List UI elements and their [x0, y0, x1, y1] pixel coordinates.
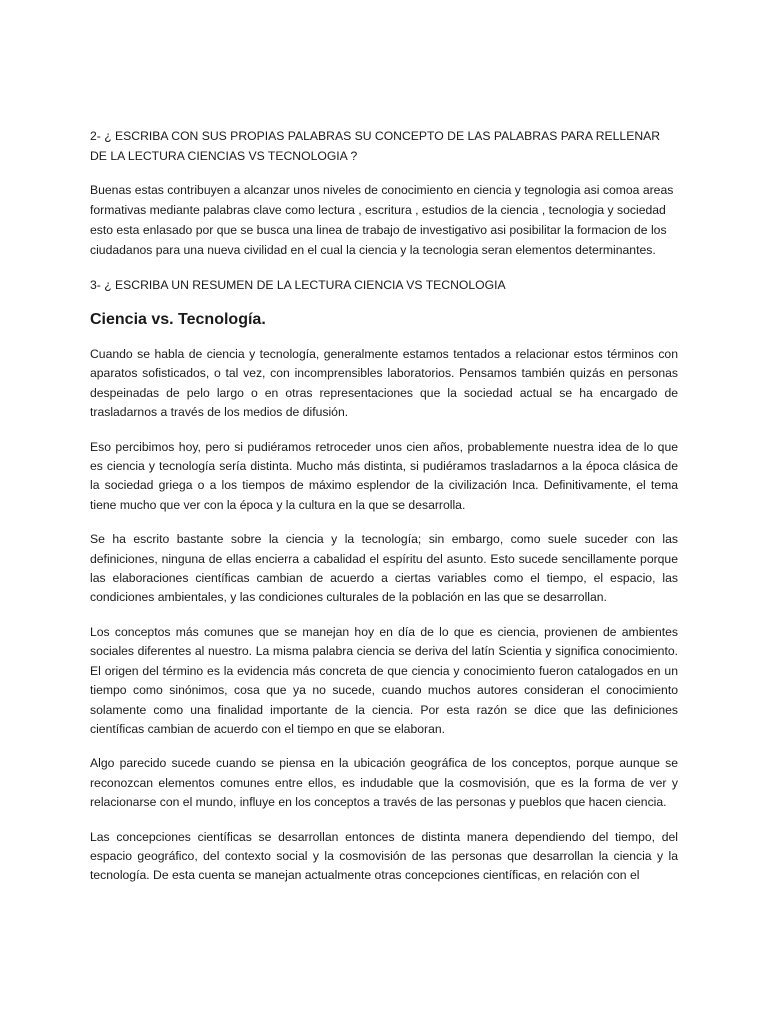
- document-page: [90, 126, 678, 901]
- question-3: 3- ¿ ESCRIBA UN RESUMEN DE LA LECTURA CIENCIA VS TECNOLOGIA: [90, 278, 506, 292]
- paragraph-6: Las concepciones científicas se desarrollan entonces de distinta manera dependiendo del tiempo, del espacio geográfico, del contexto social y la cosmovisión de las personas que desarrollan la ciencia y la tecnología. De esta cuenta se manejan actualmente otras concepciones científicas, en relación con el: [90, 829, 678, 883]
- paragraph-2: Eso percibimos hoy, pero si pudiéramos retroceder unos cien años, probablemente nuestra idea de lo que es ciencia y tecnología sería distinta. Mucho más distinta, si pudiéramos trasladarnos a la época clásica de la sociedad griega o a los tiempos de máximo esplendor de la civilización Inca. Definitivamente, el tema tiene mucho que ver con la época y la cultura en la que se desarrolla.: [90, 439, 678, 512]
- paragraph-1: Cuando se habla de ciencia y tecnología, generalmente estamos tentados a relacionar estos términos con aparatos sofisticados, o tal vez, con incomprensibles laboratorios. Pensamos también quizás en personas despeinadas de pelo largo o en otras representaciones que la sociedad actual se ha encargado de trasladarnos a través de los medios de difusión.: [90, 347, 678, 420]
- paragraph-3: Se ha escrito bastante sobre la ciencia y la tecnología; sin embargo, como suele suceder con las definiciones, ninguna de ellas encierra a cabalidad el espíritu del asunto. Esto sucede sencillamente porque las elaboraciones científicas cambian de acuerdo a ciertas variables como el tiempo, el espacio, las condiciones ambientales, y las condiciones culturales de la población en las que se desarrollan.: [90, 532, 678, 605]
- paragraph-5: Algo parecido sucede cuando se piensa en la ubicación geográfica de los conceptos, porque aunque se reconozcan elementos comunes entre ellos, es indudable que la cosmovisión, que es la forma de ver y relacionarse con el mundo, influye en los conceptos a través de las personas y pueblos que hacen ciencia.: [90, 756, 678, 810]
- section-title: Ciencia vs. Tecnología.: [90, 311, 266, 328]
- question-2: 2- ¿ ESCRIBA CON SUS PROPIAS PALABRAS SU CONCEPTO DE LAS PALABRAS PARA RELLENAR DE LA LECTURA CIENCIAS VS TECNOLOGIA ?: [90, 129, 661, 163]
- paragraph-4: Los conceptos más comunes que se manejan hoy en día de lo que es ciencia, provienen de ambientes sociales diferentes al nuestro. La misma palabra ciencia se deriva del latín Scientia y significa conocimiento. El origen del término es la evidencia más concreta de que ciencia y conocimiento fueron catalogados en un tiempo como sinónimos, cosa que ya no sucede, cuando muchos autores consideran el conocimiento solamente como una finalidad importante de la ciencia. Por esta razón se dice que las definiciones científicas cambian de acuerdo con el tiempo en que se elaboran.: [90, 624, 678, 736]
- answer-2: Buenas estas contribuyen a alcanzar unos niveles de conocimiento en ciencia y tegnologia asi comoa areas formativas mediante palabras clave como lectura , escritura , estudios de la ciencia , tecnologia y sociedad esto esta enlasado por que se busca una linea de trabajo de investigativo asi posibilitar la formacion de los ciudadanos para una nueva civilidad en el cual la ciencia y la tecnologia seran elementos determinantes.: [90, 183, 674, 257]
